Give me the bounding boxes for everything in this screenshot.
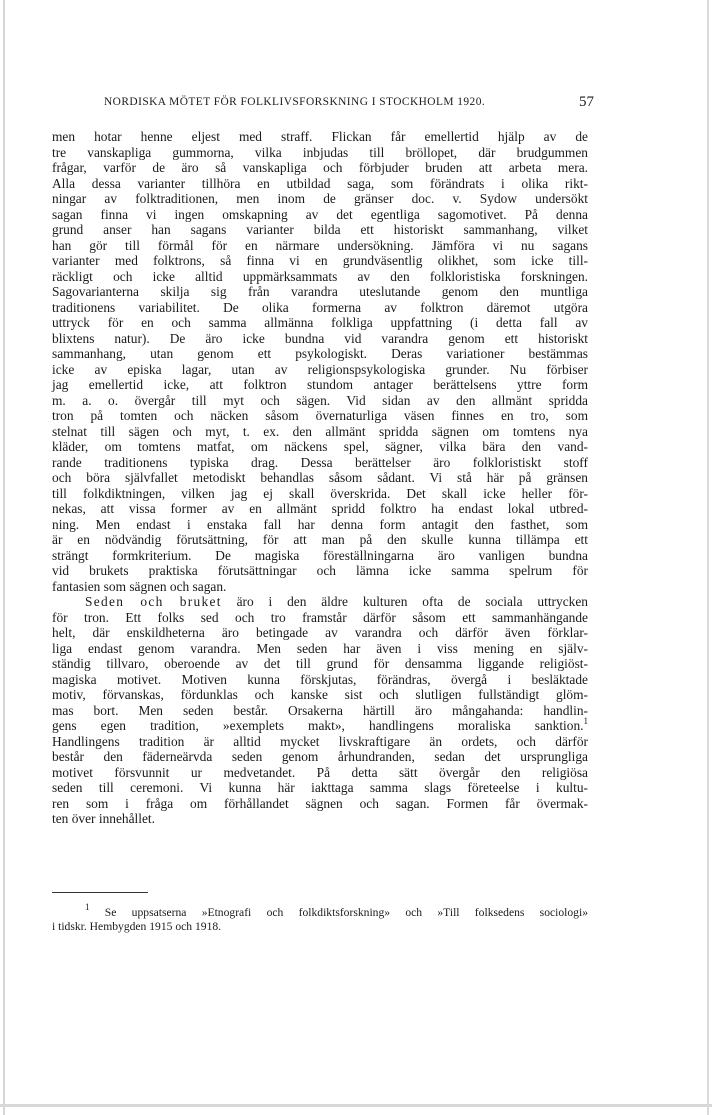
text-line: sammanhang, utan genom ett psykologiskt. Deras variationer bestämmas: [52, 346, 588, 361]
footnote-text: Se uppsatserna »Etnografi och folkdiktsforskning» och »Till folksedens sociologi»: [104, 906, 588, 919]
scan-edge-bottom: [0, 1104, 712, 1107]
text-line: uttryck för en och samma allmänna folkliga uppfattning (i detta fall av: [52, 315, 588, 330]
page-header: [104, 94, 594, 112]
text-line: men hotar henne eljest med straff. Flickan får emellertid hjälp av de: [52, 129, 588, 144]
text-line: vid brukets praktiska förutsättningar och lämna icke samma spelrum för: [52, 563, 588, 578]
spaced-emphasis: Seden och bruket: [85, 594, 222, 609]
text-line: Sagovarianterna skilja sig från varandra uteslutande genom den muntliga: [52, 284, 588, 299]
footnote-reference[interactable]: 1: [583, 716, 588, 726]
text-line: han gör till förmål för en närmare undersökning. Jämföra vi nu sagans: [52, 237, 588, 253]
text-line: seden till ceremoni. Vi kunna här iakttaga samma slags företeelse i kultu-: [52, 780, 588, 795]
scan-edge-left: [3, 0, 5, 1115]
text-line: magiska motivet. Motiven kunna förskjutas, förändras, övergå i besläktade: [52, 671, 588, 687]
text-line: jag emellertid icke, att folktron stundom antager berättelsens yttre form: [52, 377, 588, 392]
footnote-mark: 1: [85, 902, 90, 912]
text-line: nekas, att vissa former av en allmänt spridd folktro ha endast lokal utbred-: [52, 501, 588, 516]
text-line: mas bort. Men seden består. Orsakerna härtill äro mångahanda: handlin-: [52, 702, 588, 718]
text-line: grund anser han sagans varianter bilda ett historiskt sammanhang, vilket: [52, 222, 588, 237]
footnote-divider: [52, 892, 148, 893]
text-line: för tron. Ett folks sed och tro framstår därför såsom ett sammanhängande: [52, 609, 588, 625]
text-line: helt, där enskildheterna äro betingade av varandra och därför även förklar-: [52, 625, 588, 640]
text-line: Alla dessa varianter tillhöra en utbildad saga, som förändrats i olika rikt-: [52, 175, 588, 191]
text-line: icke av episka lagar, utan av religionspsykologiska grunder. Nu förbiser: [52, 361, 588, 377]
footnote-line: i tidskr. Hembygden 1915 och 1918.: [52, 920, 222, 933]
text-line: till folkdiktningen, vilken jag ej skall överskrida. Det skall icke heller för-: [52, 485, 588, 501]
text-line: är en nödvändig förutsättning, för att man på den skulle kunna tillämpa ett: [52, 532, 588, 547]
page-number: 57: [579, 94, 594, 110]
footnotes: [52, 902, 588, 934]
text-line: ständig tillvaro, oberoende av det till grund för densamma liggande religiöst-: [52, 656, 588, 671]
text-line: motivet försvunnit ur medvetandet. På detta sätt övergår den religiösa: [52, 764, 588, 780]
text-line: ning. Men endast i enstaka fall har denna form antagit den fasthet, som: [52, 516, 588, 532]
text-line: strängt formkriterium. De magiska föreställningarna äro vanligen bundna: [52, 547, 588, 563]
text-line: rande traditionens typiska drag. Dessa berättelser äro folkloristiskt stoff: [52, 454, 588, 470]
text-line: sagan finna vi ingen omskapning av det egentliga sagomotivet. På denna: [52, 206, 588, 222]
text-span: äro i den äldre kulturen ofta de sociala uttrycken: [236, 594, 588, 609]
text-line: kläder, om tomtens matfat, om näckens spel, sägner, vilka bära den vand-: [52, 439, 588, 454]
text-line: ten över innehållet.: [52, 811, 155, 826]
body-text: [52, 129, 588, 827]
text-line: tre vanskapliga gummorna, vilka inbjudas till bröllopet, där brudgummen: [52, 144, 588, 160]
text-line: stelnat till sägen och myt, t. ex. den allmänt spridda sägnen om tomtens nya: [52, 423, 588, 439]
scan-edge-right: [707, 0, 709, 1115]
text-line: blixtens natur). De äro icke bundna vid varandra genom ett historiskt: [52, 330, 588, 346]
text-line: traditionens variabilitet. De olika formerna av folktron däremot utgöra: [52, 299, 588, 315]
footnote-line: [52, 902, 588, 920]
text-line: fantasien som sägnen och sagan.: [52, 578, 227, 594]
text-line: motiv, förvanskas, fördunklas och kanske sist och slutligen fullständigt glöm-: [52, 687, 588, 702]
text-line: Handlingens tradition är alltid mycket livskraftigare än ordets, och därför: [52, 733, 588, 749]
text-line: frågar, varför de äro så vanskapliga och förbjuder bruden att arbeta mera.: [52, 160, 588, 175]
text-line: liga endast genom varandra. Men seden har även i viss mening en själv-: [52, 640, 588, 656]
text-line-with-footnote-ref: [52, 718, 588, 734]
text-line: ren som i fråga om förhållandet sägnen och sagan. Formen får övermak-: [52, 795, 588, 811]
text-span: gens egen tradition, »exemplets makt», handlingens moraliska sanktion.: [52, 718, 584, 733]
text-line: räckligt och icke alltid uppmärksammats av den folkloristiska forskningen.: [52, 268, 588, 284]
running-title: NORDISKA MÖTET FÖR FOLKLIVSFORSKNING I STOCKHOLM 1920.: [104, 96, 486, 108]
text-line: varianter med folktrons, så finna vi en grundväsentlig olikhet, som icke till-: [52, 253, 588, 268]
text-line: m. a. o. övergår till myt och sägen. Vid sidan av den allmänt spridda: [52, 392, 588, 408]
text-line: består den fäderneärvda seden genom århundranden, sedan det ursprungliga: [52, 749, 588, 764]
text-line: ningar av folktraditionen, men inom de gränser doc. v. Sydow undersökt: [52, 191, 588, 206]
text-line: och böra självfallet metodiskt behandlas såsom sådant. Vi stå här på gränsen: [52, 470, 588, 485]
text-line: tron på tomten och näcken såsom övernaturliga väsen finnes en tro, som: [52, 408, 588, 423]
paragraph-start-line: [52, 594, 588, 610]
